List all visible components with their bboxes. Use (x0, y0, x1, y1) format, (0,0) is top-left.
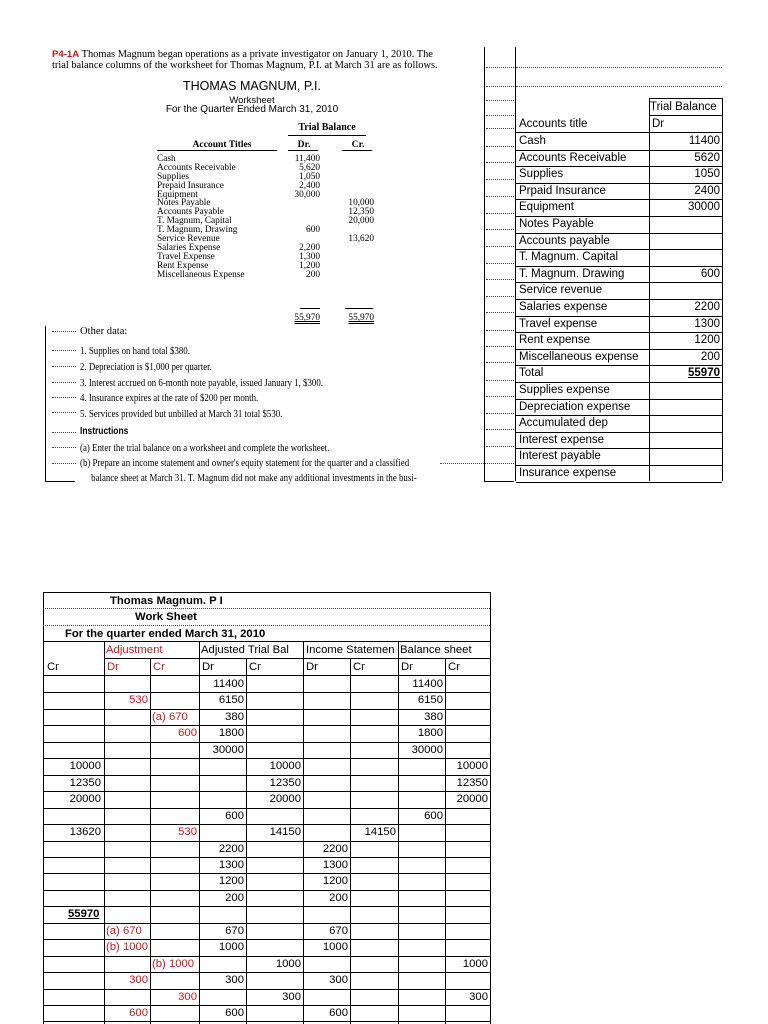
problem-intro-line2: trial balance columns of the worksheet for Thomas Magnum, P.I. at March 31 are as follows. (52, 60, 438, 71)
excel-row-title: Supplies (519, 168, 564, 181)
excel-row-dr (650, 249, 720, 266)
book-account-name: Supplies (157, 171, 190, 182)
book-account-cr: 20,000 (348, 216, 374, 227)
excel-row-dr (650, 465, 720, 482)
ws-sub-cr0: Cr (47, 661, 59, 673)
ws-cell-is-dr: 300 (329, 974, 348, 987)
book-account-dr: 600 (306, 225, 320, 236)
ws-row (43, 890, 490, 906)
excel-row-dr: 11400 (688, 135, 720, 147)
ws-row-line (43, 1021, 490, 1022)
excel-row (516, 382, 722, 400)
ws-row (43, 841, 490, 857)
excel-row-dr (650, 399, 720, 416)
ws-cell-tb-cr: 55970 (68, 908, 100, 921)
ws-cell-is-cr: 14150 (364, 826, 396, 839)
ws-cell-bs-cr: 10000 (456, 760, 488, 773)
book-account-name: Equipment (157, 189, 198, 200)
excel-row-title: Total (519, 367, 544, 380)
book-account-dr: 30,000 (294, 189, 320, 200)
ws-row (43, 775, 490, 791)
excel-row-dr (650, 233, 720, 250)
excel-row-title: Prpaid Insurance (519, 184, 606, 197)
ws-row (43, 791, 490, 807)
book-total-cr: 55,970 (348, 313, 374, 323)
excel-row-dr: 200 (700, 350, 720, 363)
excel-row-dr: 1300 (694, 317, 720, 330)
other-data-item: 3. Interest accrued on 6-month note payable, issued January 1, $300. (80, 377, 323, 389)
ws-cell-is-dr: 600 (329, 1007, 348, 1019)
book-col-titles: Account Titles (192, 139, 252, 150)
excel-row-title: Service revenue (519, 284, 603, 297)
excel-row (516, 166, 722, 184)
book-account-name: Service Revenue (157, 234, 220, 245)
ws-row (43, 725, 490, 741)
ws-cell-bs-dr: 380 (424, 710, 443, 723)
ws-row (43, 956, 490, 972)
ws-row (43, 906, 490, 922)
ws-row (43, 692, 490, 708)
ws-cell-atb-dr: 1000 (218, 941, 244, 954)
ws-cell-tb-cr: 20000 (69, 793, 101, 806)
ws-cell-atb-cr: 1000 (275, 957, 301, 970)
excel-row (516, 216, 722, 234)
instruction-item: (a) Enter the trial balance on a worksheet and complete the worksheet. (80, 443, 330, 454)
excel-row (516, 448, 722, 466)
excel-row (516, 399, 722, 417)
ws-row (43, 1005, 490, 1021)
ws-row (43, 709, 490, 725)
instructions-title: Instructions (80, 426, 129, 437)
ws-row (43, 923, 490, 939)
excel-row-title: Notes Payable (519, 218, 594, 230)
excel-row-dr: 1200 (694, 334, 720, 347)
ws-sub-atb-dr: Dr (202, 661, 214, 673)
excel-row-dr: 600 (700, 267, 720, 280)
ws-cell-bs-cr: 300 (469, 990, 488, 1003)
excel-row (516, 183, 722, 201)
instruction-item: (b) Prepare an income statement and owner's equity statement for the quarter and a classified (80, 458, 410, 469)
ws-group-balance: Balance sheet (400, 644, 472, 656)
ws-cell-adj-cr: 300 (178, 990, 197, 1003)
excel-row (516, 349, 722, 367)
excel-row (516, 316, 722, 334)
ws-row (43, 939, 490, 955)
ws-cell-tb-cr: 12350 (69, 776, 101, 789)
ws-cell-atb-dr: 380 (225, 710, 244, 723)
excel-row-title: Insurance expense (519, 467, 617, 479)
problem-number: P4-1A (52, 49, 80, 60)
ws-row (43, 758, 490, 774)
ws-cell-is-dr: 1000 (322, 941, 348, 954)
book-account-dr: 1,200 (299, 260, 320, 271)
excel-row-title: Supplies expense (519, 384, 610, 396)
excel-row-dr (650, 216, 720, 233)
book-account-name: Prepaid Insurance (157, 180, 224, 191)
excel-row-dr: 1050 (694, 168, 720, 181)
ws-title: Thomas Magnum. P I (110, 595, 223, 607)
book-account-dr: 1,050 (299, 171, 320, 182)
xl-header-dr: Dr (652, 118, 665, 130)
excel-row (516, 465, 722, 483)
book-col-dr: Dr. (297, 139, 311, 150)
excel-row-dr (650, 282, 720, 299)
book-col-cr: Cr. (351, 139, 365, 150)
instruction-item: balance sheet at March 31. T. Magnum did not make any additional investments in the busi- (91, 473, 417, 484)
book-account-dr: 200 (306, 269, 320, 280)
ws-cell-adj-cr: (b) 1000 (152, 957, 195, 970)
problem-intro (52, 49, 482, 71)
book-account-row (157, 271, 377, 280)
excel-row (516, 233, 722, 251)
excel-row-title: Interest expense (519, 433, 605, 446)
ws-cell-atb-dr: 300 (225, 974, 244, 987)
problem-intro-line1: Thomas Magnum began operations as a private investigator on January 1, 2010. The (81, 49, 433, 60)
excel-row-title: Rent expense (519, 334, 590, 347)
ws-cell-adj-cr: 530 (178, 826, 197, 839)
excel-row (516, 150, 722, 168)
ws-cell-atb-cr: 20000 (269, 793, 301, 806)
ws-cell-bs-cr: 1000 (462, 957, 488, 970)
excel-row (516, 199, 722, 217)
ws-group-income: Income Statemen (306, 644, 395, 656)
other-data-title: Other data: (80, 326, 128, 337)
ws-row (43, 857, 490, 873)
ws-sub-adj-cr: Cr (153, 661, 165, 673)
other-data-item: 1. Supplies on hand total $380. (80, 346, 190, 357)
ws-cell-atb-cr: 14150 (269, 826, 301, 839)
ws-cell-atb-dr: 11400 (213, 678, 244, 690)
ws-row (43, 808, 490, 824)
ws-cell-atb-dr: 1200 (218, 875, 244, 888)
book-account-name: Travel Expense (157, 251, 215, 262)
excel-row-title: Cash (519, 135, 546, 147)
ws-row (43, 676, 490, 692)
ws-group-adjusted-tb: Adjusted Trial Bal (201, 644, 289, 656)
excel-row-title: Miscellaneous expense (519, 350, 639, 363)
book-account-cr: 10,000 (348, 198, 374, 209)
other-data-item: 4. Insurance expires at the rate of $200 per month. (80, 393, 259, 405)
ws-cell-atb-dr: 2200 (218, 842, 244, 855)
ws-sub-atb-cr: Cr (249, 661, 261, 673)
ws-sub-is-cr: Cr (353, 661, 365, 673)
book-account-name: Notes Payable (157, 198, 211, 209)
ws-cell-adj-cr: (a) 670 (152, 710, 188, 723)
excel-row-dr (650, 432, 720, 449)
ws-cell-bs-dr: 30000 (411, 743, 443, 756)
ws-cell-tb-cr: 10000 (69, 760, 101, 773)
excel-row (516, 133, 722, 151)
book-account-dr: 2,400 (299, 180, 320, 191)
book-account-cr: 13,620 (348, 234, 374, 245)
book-account-list (157, 155, 377, 279)
other-data-item: 2. Depreciation is $1,000 per quarter. (80, 361, 212, 373)
ws-cell-adj-dr: (b) 1000 (106, 941, 149, 954)
book-account-dr: 1,300 (299, 251, 320, 262)
ws-cell-bs-dr: 1800 (417, 727, 443, 740)
book-account-name: T. Magnum, Capital (157, 216, 232, 227)
excel-row-dr: 5620 (694, 151, 720, 164)
excel-row-title: T. Magnum. Capital (519, 251, 619, 264)
ws-cell-atb-dr: 670 (225, 924, 244, 937)
excel-row-title: Interest payable (519, 450, 601, 463)
excel-row (516, 282, 722, 300)
ws-cell-is-dr: 2200 (322, 842, 348, 855)
excel-row (516, 299, 722, 317)
ws-cell-atb-dr: 30000 (212, 743, 244, 756)
ws-cell-atb-dr: 200 (225, 891, 244, 904)
ws-cell-atb-dr: 600 (225, 1007, 244, 1019)
ws-cell-atb-cr: 300 (282, 990, 301, 1003)
ws-cell-atb-cr: 12350 (269, 776, 301, 789)
excel-row-title: T. Magnum. Drawing (519, 267, 625, 280)
excel-row-dr (650, 448, 720, 465)
excel-row-dr: 55970 (688, 367, 720, 380)
excel-row (516, 266, 722, 284)
excel-row-dr: 30000 (688, 201, 720, 214)
ws-group-adjustment: Adjustment (106, 644, 163, 656)
excel-row-dr: 2200 (694, 301, 720, 313)
ws-cell-is-dr: 1300 (322, 858, 348, 871)
ws-cell-tb-cr: 13620 (69, 826, 101, 839)
book-account-name: Miscellaneous Expense (157, 269, 245, 280)
book-account-name: Salaries Expense (157, 242, 221, 253)
ws-cell-atb-dr: 1300 (218, 858, 244, 871)
ws-cell-is-dr: 1200 (322, 875, 348, 888)
xl-header-tb: Trial Balance (650, 101, 717, 113)
book-account-dr: 11,400 (294, 154, 320, 164)
excel-row (516, 332, 722, 350)
ws-row (43, 873, 490, 889)
excel-row (516, 249, 722, 267)
book-total-dr: 55,970 (294, 313, 320, 323)
instructions-list (80, 441, 417, 486)
xl-header-title: Accounts title (519, 118, 588, 130)
ws-cell-bs-dr: 6150 (417, 694, 443, 707)
excel-row-dr (650, 415, 720, 432)
ws-cell-adj-dr: (a) 670 (106, 924, 142, 937)
ws-subtitle: Work Sheet (135, 611, 197, 623)
book-subtitle: Worksheet (229, 95, 275, 106)
book-account-dr: 5,620 (299, 162, 320, 173)
book-account-name: Accounts Receivable (157, 162, 236, 173)
ws-row (43, 989, 490, 1005)
excel-row (516, 415, 722, 433)
ws-cell-adj-dr: 600 (129, 1007, 148, 1019)
ws-cell-bs-cr: 20000 (456, 793, 488, 806)
book-account-name: Accounts Payable (157, 207, 224, 218)
excel-row-title: Accounts payable (519, 234, 610, 247)
ws-cell-is-dr: 200 (329, 891, 348, 904)
ws-sub-is-dr: Dr (306, 661, 318, 673)
excel-row (516, 365, 722, 383)
excel-row-title: Travel expense (519, 317, 598, 330)
ws-cell-bs-cr: 12350 (456, 776, 488, 789)
excel-row-dr: 2400 (694, 184, 720, 197)
ws-cell-is-dr: 670 (329, 924, 348, 937)
book-account-name: Rent Expense (157, 260, 209, 271)
excel-row (516, 432, 722, 450)
ws-row (43, 972, 490, 988)
ws-sub-bs-dr: Dr (401, 661, 413, 673)
ws-row (43, 824, 490, 840)
excel-row-title: Accumulated dep (519, 417, 608, 430)
book-account-row (157, 164, 377, 173)
ws-cell-adj-dr: 530 (129, 694, 148, 707)
ws-sub-bs-cr: Cr (448, 661, 460, 673)
ws-cell-atb-dr: 6150 (218, 694, 244, 707)
excel-row-dr (650, 382, 720, 399)
ws-cell-adj-cr: 600 (178, 727, 197, 740)
ws-cell-atb-dr: 600 (225, 809, 244, 822)
book-company: THOMAS MAGNUM, P.I. (183, 79, 321, 93)
excel-row-title: Accounts Receivable (519, 151, 627, 164)
book-account-name: T. Magnum, Drawing (157, 225, 238, 236)
book-account-name: Cash (157, 154, 176, 164)
book-account-dr: 2,200 (299, 242, 320, 253)
ws-cell-atb-cr: 10000 (269, 760, 301, 773)
ws-cell-atb-dr: 1800 (218, 727, 244, 740)
book-period: For the Quarter Ended March 31, 2010 (165, 104, 339, 115)
ws-sub-adj-dr: Dr (107, 661, 119, 673)
ws-cell-adj-dr: 300 (129, 974, 148, 987)
ws-cell-bs-dr: 600 (424, 809, 443, 822)
excel-row-title: Salaries expense (519, 301, 608, 313)
book-account-cr: 12,350 (348, 207, 374, 218)
ws-period: For the quarter ended March 31, 2010 (65, 628, 266, 640)
ws-row (43, 742, 490, 758)
ws-cell-bs-dr: 11400 (412, 678, 443, 690)
other-data-item: 5. Services provided but unbilled at March 31 total $530. (80, 409, 283, 421)
excel-row-title: Depreciation expense (519, 400, 631, 413)
book-tb-header: Trial Balance (298, 122, 356, 133)
other-data-list (80, 344, 323, 423)
excel-row-title: Equipment (519, 201, 574, 214)
